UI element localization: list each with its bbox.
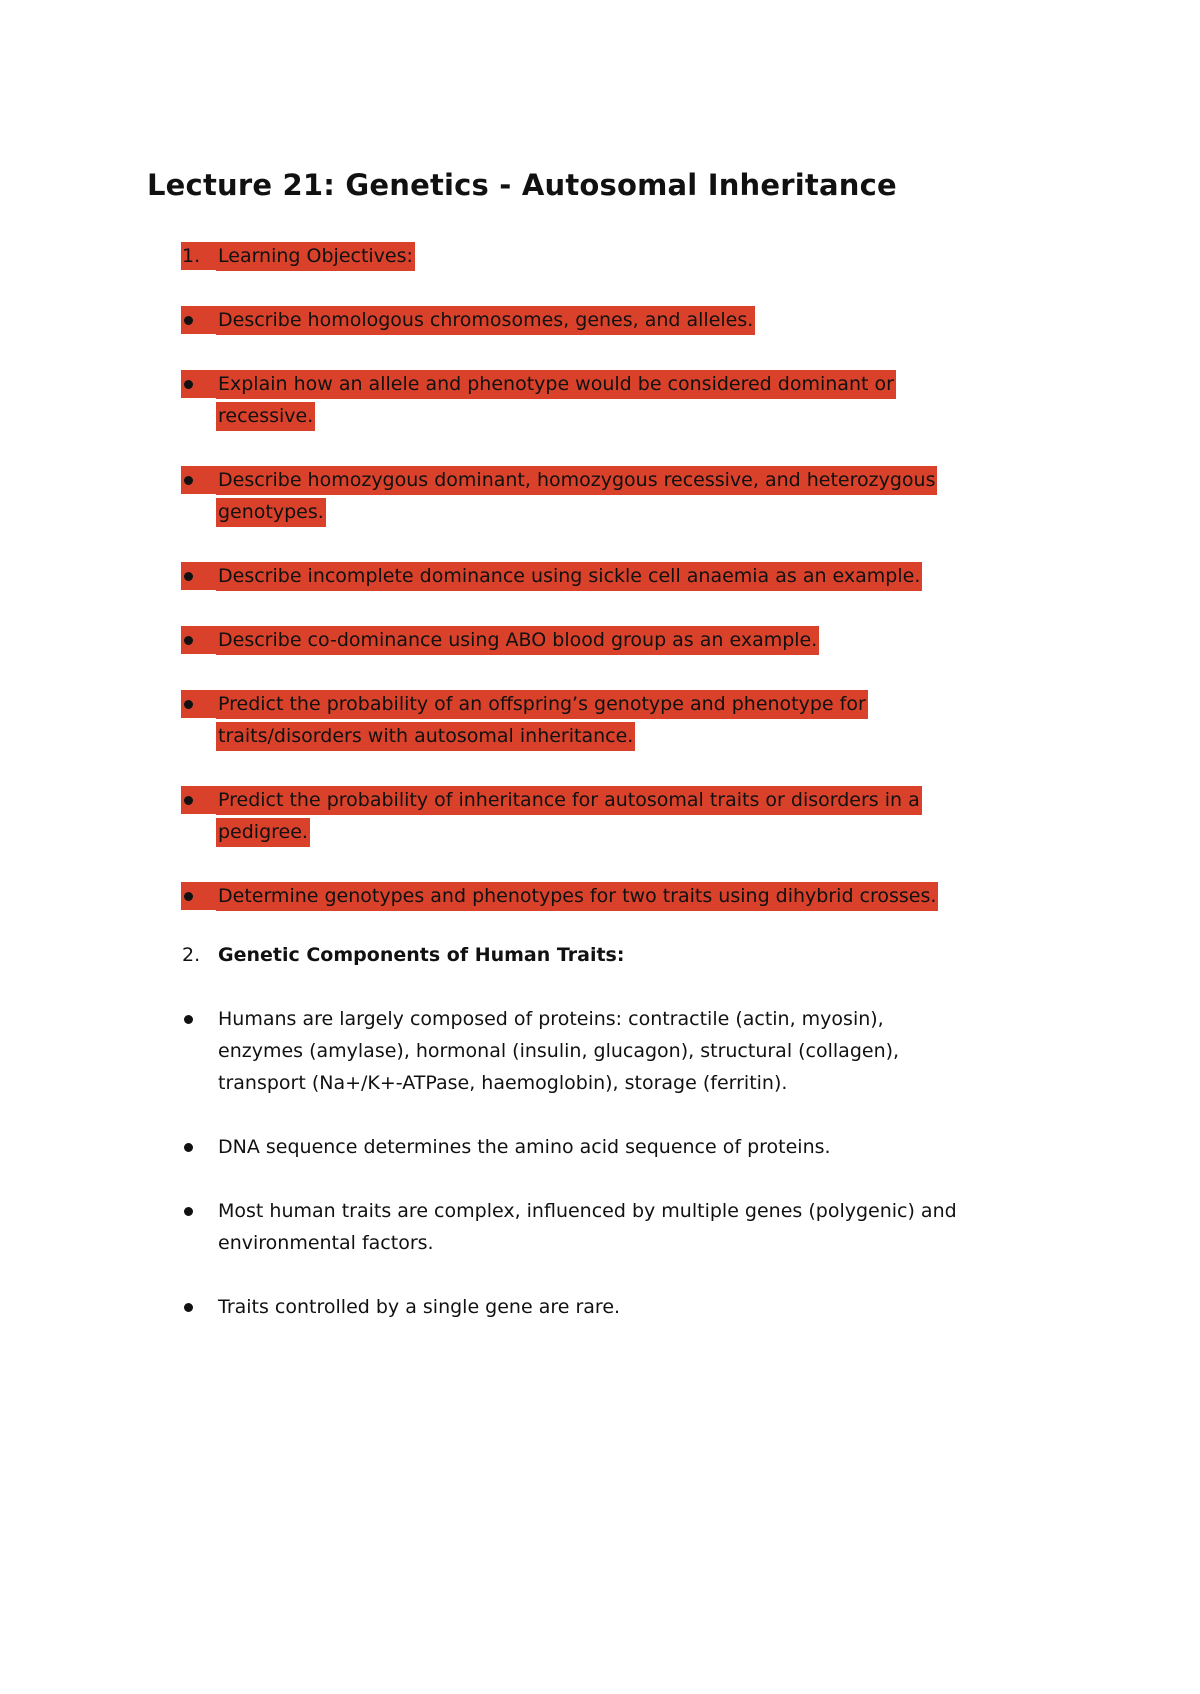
- bullet-icon: [184, 796, 193, 805]
- bullet-icon: [184, 636, 193, 645]
- bullet-icon: [184, 380, 193, 389]
- list-item-line: [218, 304, 753, 336]
- bullet-icon: [184, 892, 193, 901]
- list-item-line: [218, 688, 866, 720]
- bullet-icon: [184, 1143, 193, 1152]
- section-number: 2.: [182, 944, 201, 966]
- list-item-line: [218, 880, 936, 912]
- bullet-icon: [184, 316, 193, 325]
- list-item-line: [218, 368, 894, 400]
- list-item-line: transport (Na+/K+-ATPase, haemoglobin), storage (ferritin).: [218, 1072, 788, 1094]
- bullet-icon: [184, 1303, 193, 1312]
- highlighted-text: Predict the probability of inheritance for autosomal traits or disorders in a: [218, 786, 920, 815]
- highlighted-text: genotypes.: [218, 498, 324, 527]
- bullet-icon: [184, 1015, 193, 1024]
- list-item-line: [218, 784, 920, 816]
- list-item-line: Traits controlled by a single gene are rare.: [218, 1296, 621, 1318]
- highlighted-text: Explain how an allele and phenotype would be considered dominant or: [218, 370, 894, 399]
- list-item-line: [218, 560, 920, 592]
- highlighted-text: recessive.: [218, 402, 313, 431]
- list-item-line: DNA sequence determines the amino acid sequence of proteins.: [218, 1136, 831, 1158]
- highlighted-text: Describe homozygous dominant, homozygous recessive, and heterozygous: [218, 466, 935, 495]
- section-number: 1.: [182, 245, 201, 267]
- highlighted-text: Describe incomplete dominance using sickle cell anaemia as an example.: [218, 562, 920, 591]
- list-item-line: Most human traits are complex, influenced by multiple genes (polygenic) and: [218, 1200, 957, 1222]
- list-item-line: [218, 816, 308, 848]
- highlighted-text: Describe homologous chromosomes, genes, and alleles.: [218, 306, 753, 335]
- bullet-icon: [184, 572, 193, 581]
- highlighted-text: Predict the probability of an offspring’s genotype and phenotype for: [218, 690, 866, 719]
- highlighted-text: traits/disorders with autosomal inheritance.: [218, 722, 633, 751]
- list-item-line: enzymes (amylase), hormonal (insulin, glucagon), structural (collagen),: [218, 1040, 900, 1062]
- list-item-line: [218, 720, 633, 752]
- bullet-icon: [184, 476, 193, 485]
- section-heading: [218, 240, 413, 272]
- list-item-line: [218, 400, 313, 432]
- list-item-line: [218, 624, 817, 656]
- bullet-icon: [184, 700, 193, 709]
- page-title: Lecture 21: Genetics - Autosomal Inheritance: [147, 168, 897, 202]
- list-item-line: environmental factors.: [218, 1232, 434, 1254]
- section-heading-text: Learning Objectives:: [218, 242, 413, 271]
- highlighted-text: Determine genotypes and phenotypes for two traits using dihybrid crosses.: [218, 882, 936, 911]
- list-item-line: [218, 496, 324, 528]
- section-heading: Genetic Components of Human Traits:: [218, 944, 625, 966]
- bullet-icon: [184, 1207, 193, 1216]
- highlighted-text: Describe co-dominance using ABO blood group as an example.: [218, 626, 817, 655]
- list-item-line: Humans are largely composed of proteins: contractile (actin, myosin),: [218, 1008, 884, 1030]
- list-item-line: [218, 464, 935, 496]
- highlighted-text: pedigree.: [218, 818, 308, 847]
